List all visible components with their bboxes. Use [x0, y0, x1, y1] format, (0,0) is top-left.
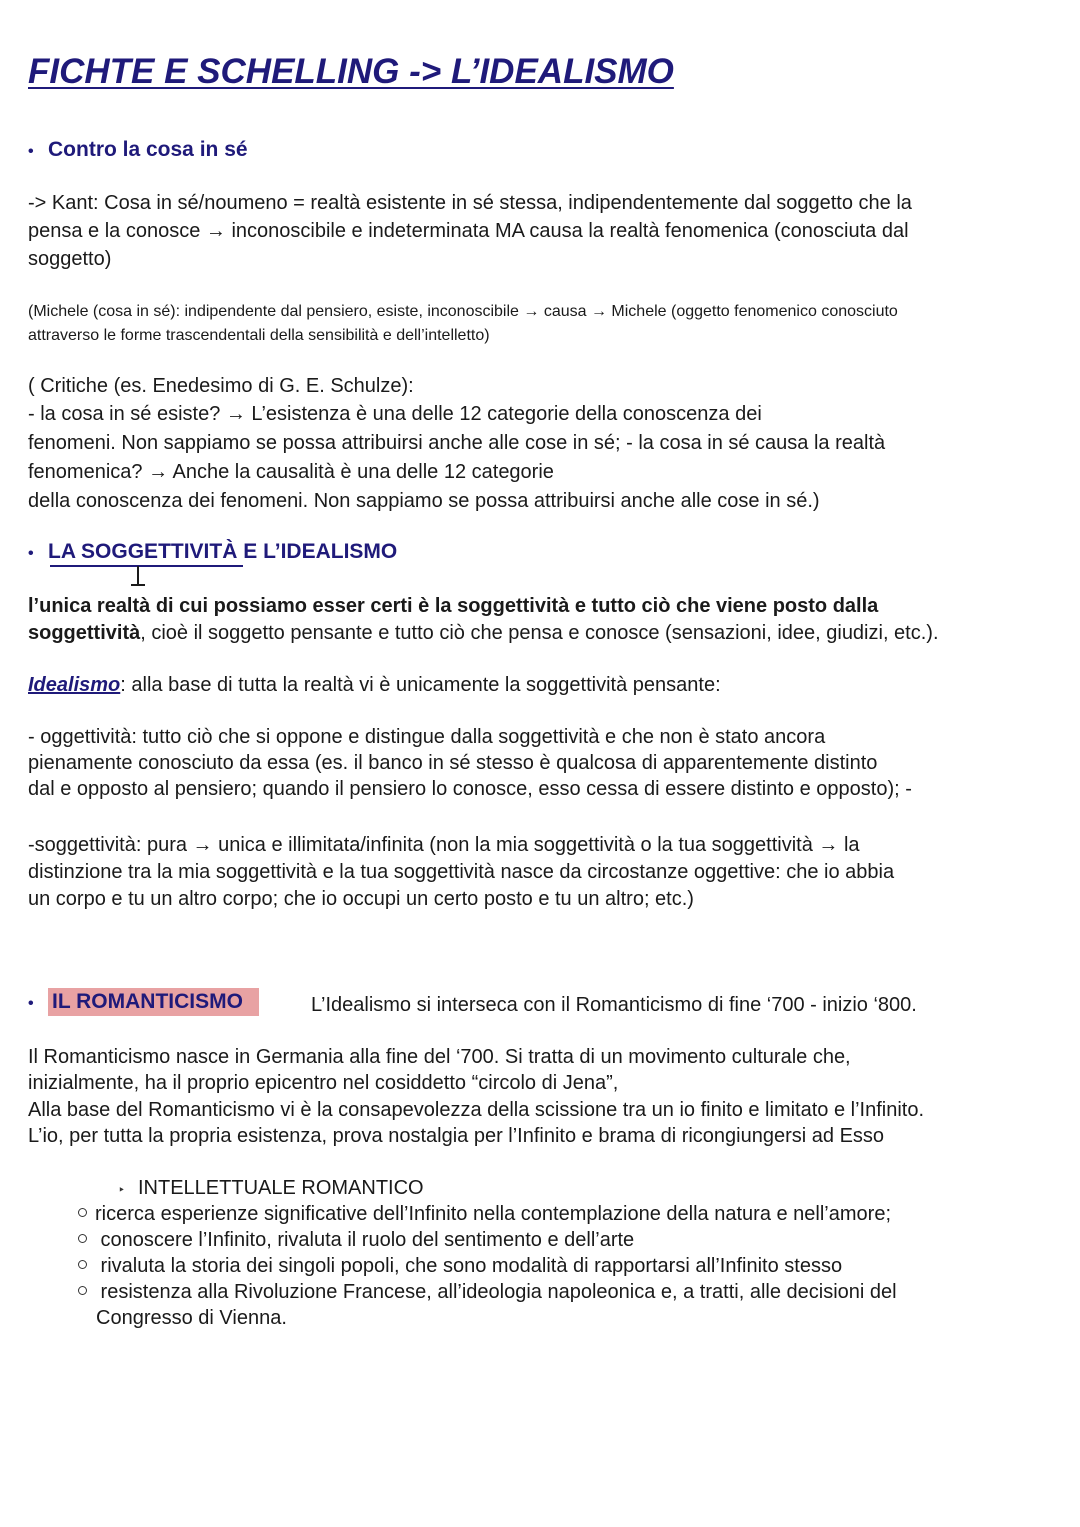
- certainty-line-2: soggettività, cioè il soggetto pensante e tutto ciò che pensa e conosce (sensazioni, idee, giudizi, etc.).: [28, 622, 939, 644]
- romanticismo-line-4: L’io, per tutta la propria esistenza, prova nostalgia per l’Infinito e brama di ricongiungersi ad Esso: [28, 1125, 885, 1147]
- michele-line-1: (Michele (cosa in sé): indipendente dal pensiero, esiste, inconoscibile → causa → Michele (oggetto fenomenico conosciuto: [28, 303, 898, 320]
- critiche-line-3: fenomeni. Non sappiamo se possa attribuirsi anche alle cose in sé; - la cosa in sé causa la realtà: [28, 432, 886, 454]
- kant-line-2: pensa e la conosce → inconoscibile e indeterminata MA causa la realtà fenomenica (conosciuta dal: [28, 220, 909, 242]
- critiche-line-4: fenomenica? → Anche la causalità è una delle 12 categorie: [28, 461, 554, 483]
- bullet-icon: •: [28, 995, 34, 1012]
- list-item-continuation: Congresso di Vienna.: [96, 1307, 287, 1329]
- section-heading-soggettivita: • LA SOGGETTIVITÀ E L’IDEALISMO: [28, 540, 398, 563]
- romanticismo-line-2: inizialmente, ha il proprio epicentro nel cosiddetto “circolo di Jena”,: [28, 1072, 619, 1094]
- circle-bullet-icon: [78, 1234, 87, 1243]
- soggettivita-line-1: -soggettività: pura → unica e illimitata/infinita (non la mia soggettività o la tua soggettività → la: [28, 834, 860, 856]
- circle-bullet-icon: [78, 1286, 87, 1295]
- idealismo-term: Idealismo: [28, 674, 121, 696]
- list-item: rivaluta la storia dei singoli popoli, che sono modalità di rapportarsi all’Infinito stesso: [78, 1252, 842, 1280]
- oggettivita-line-3: dal e opposto al pensiero; quando il pensiero lo conosce, esso cessa di essere distinto e opposto); -: [28, 778, 912, 800]
- connector-underline: [50, 565, 243, 567]
- romanticismo-highlight: IL ROMANTICISMO: [48, 988, 259, 1016]
- romanticismo-intro: L’Idealismo si interseca con il Romanticismo di fine ‘700 - inizio ‘800.: [311, 994, 917, 1016]
- oggettivita-line-2: pienamente conosciuto da essa (es. il banco in sé stesso è qualcosa di apparentemente distinto: [28, 752, 878, 774]
- oggettivita-line-1: - oggettività: tutto ciò che si oppone e distingue dalla soggettività e che non è stato ancora: [28, 726, 826, 748]
- page-title: FICHTE E SCHELLING -> L’IDEALISMO: [28, 52, 674, 91]
- circle-bullet-icon: [78, 1208, 87, 1217]
- critiche-line-5: della conoscenza dei fenomeni. Non sappiamo se possa attribuirsi anche alle cose in sé.): [28, 490, 820, 512]
- kant-line-1: -> Kant: Cosa in sé/noumeno = realtà esistente in sé stessa, indipendentemente dal soggetto che la: [28, 192, 912, 214]
- kant-line-3: soggetto): [28, 248, 112, 270]
- critiche-line-1: ( Critiche (es. Enedesimo di G. E. Schulze):: [28, 375, 414, 397]
- certainty-line-1: l’unica realtà di cui possiamo esser certi è la soggettività e tutto ciò che viene posto dalla: [28, 595, 879, 617]
- bullet-icon: •: [28, 143, 34, 160]
- section-heading-cosa-in-se: • Contro la cosa in sé: [28, 138, 248, 161]
- list-item: ricerca esperienze significative dell’Infinito nella contemplazione della natura e nell’amore;: [78, 1200, 891, 1228]
- connector-foot: [131, 584, 145, 586]
- intellettuale-heading: ‣ INTELLETTUALE ROMANTICO: [118, 1174, 424, 1204]
- critiche-line-2: - la cosa in sé esiste? → L’esistenza è una delle 12 categorie della conoscenza dei: [28, 403, 762, 425]
- idealismo-definition: Idealismo: alla base di tutta la realtà vi è unicamente la soggettività pensante:: [28, 674, 721, 696]
- circle-bullet-icon: [78, 1260, 87, 1269]
- soggettivita-line-3: un corpo e tu un altro corpo; che io occupi un certo posto e tu un altro; etc.): [28, 888, 694, 910]
- triangle-bullet-icon: ‣: [118, 1183, 126, 1197]
- list-item: conoscere l’Infinito, rivaluta il ruolo del sentimento e dell’arte: [78, 1226, 634, 1254]
- section-heading-romanticismo: [28, 990, 259, 1014]
- bullet-icon: •: [28, 545, 34, 562]
- connector-stem: [137, 566, 139, 584]
- romanticismo-line-1: Il Romanticismo nasce in Germania alla fine del ‘700. Si tratta di un movimento culturale che,: [28, 1046, 851, 1068]
- list-item: resistenza alla Rivoluzione Francese, all’ideologia napoleonica e, a tratti, alle decisioni del: [78, 1278, 897, 1306]
- soggettivita-line-2: distinzione tra la mia soggettività e la tua soggettività nasce da circostanze oggettive: che io abbia: [28, 861, 895, 883]
- michele-line-2: attraverso le forme trascendentali della sensibilità e dell’intelletto): [28, 327, 490, 344]
- romanticismo-line-3: Alla base del Romanticismo vi è la consapevolezza della scissione tra un io finito e limitato e l’Infinito.: [28, 1099, 925, 1121]
